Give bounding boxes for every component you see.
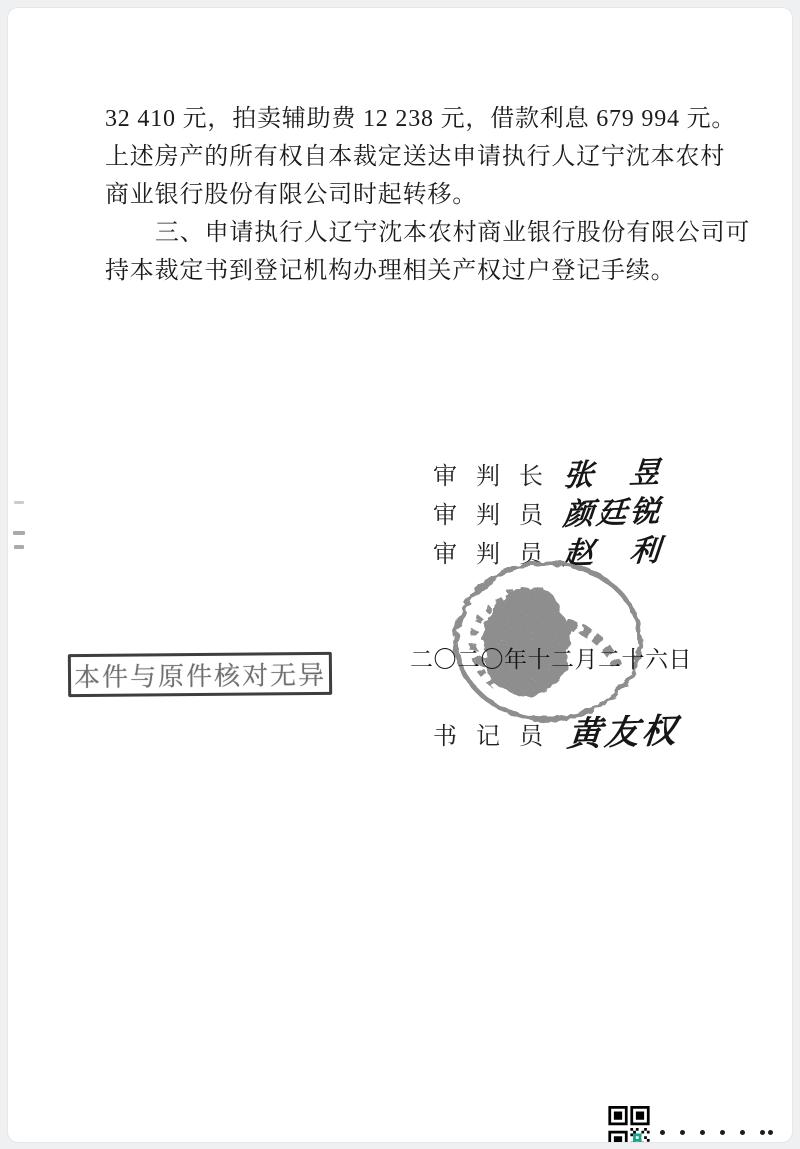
judgment-date: 二〇二〇年十二月二十六日 (410, 647, 692, 672)
judge-signature: 张 昱 (562, 456, 665, 493)
scan-artifact-mark (14, 545, 24, 549)
scan-artifact-mark (14, 501, 24, 504)
judge-signature-block (433, 449, 665, 571)
judge-row (433, 488, 665, 532)
body-line: 商业银行股份有限公司时起转移。 (105, 182, 477, 208)
dot (740, 1130, 745, 1135)
body-line: 上述房产的所有权自本裁定送达申请执行人辽宁沈本农村 (105, 144, 725, 170)
dot (700, 1130, 705, 1135)
clerk-row (433, 705, 679, 754)
judge-role-label: 审判长 (433, 464, 562, 490)
body-line: 持本裁定书到登记机构办理相关产权过户登记手续。 (105, 258, 676, 284)
judge-role-label: 审判员 (433, 542, 562, 568)
document-page (8, 8, 792, 1142)
judge-row (433, 449, 665, 493)
dot (660, 1130, 665, 1135)
body-line: 32 410 元，拍卖辅助费 12 238 元，借款利息 679 994 元。 (105, 106, 737, 132)
body-text (105, 100, 751, 290)
verification-stamp (68, 652, 332, 697)
body-line: 三、申请执行人辽宁沈本农村商业银行股份有限公司可 (155, 220, 751, 246)
judge-signature: 颜廷锐 (562, 495, 665, 532)
dot (768, 1130, 773, 1135)
clerk-signature: 黄友权 (565, 713, 681, 754)
clerk-role-label: 书记员 (433, 724, 562, 750)
judge-signature: 赵 利 (562, 534, 665, 571)
dot (760, 1130, 765, 1135)
scan-artifact-mark (13, 531, 25, 535)
dot (680, 1130, 685, 1135)
dot (720, 1130, 725, 1135)
judge-role-label: 审判员 (433, 503, 562, 529)
verification-stamp-text: 本件与原件核对无异 (73, 660, 327, 693)
ellipsis-dots (660, 1130, 773, 1135)
qr-code-icon (608, 1106, 650, 1142)
